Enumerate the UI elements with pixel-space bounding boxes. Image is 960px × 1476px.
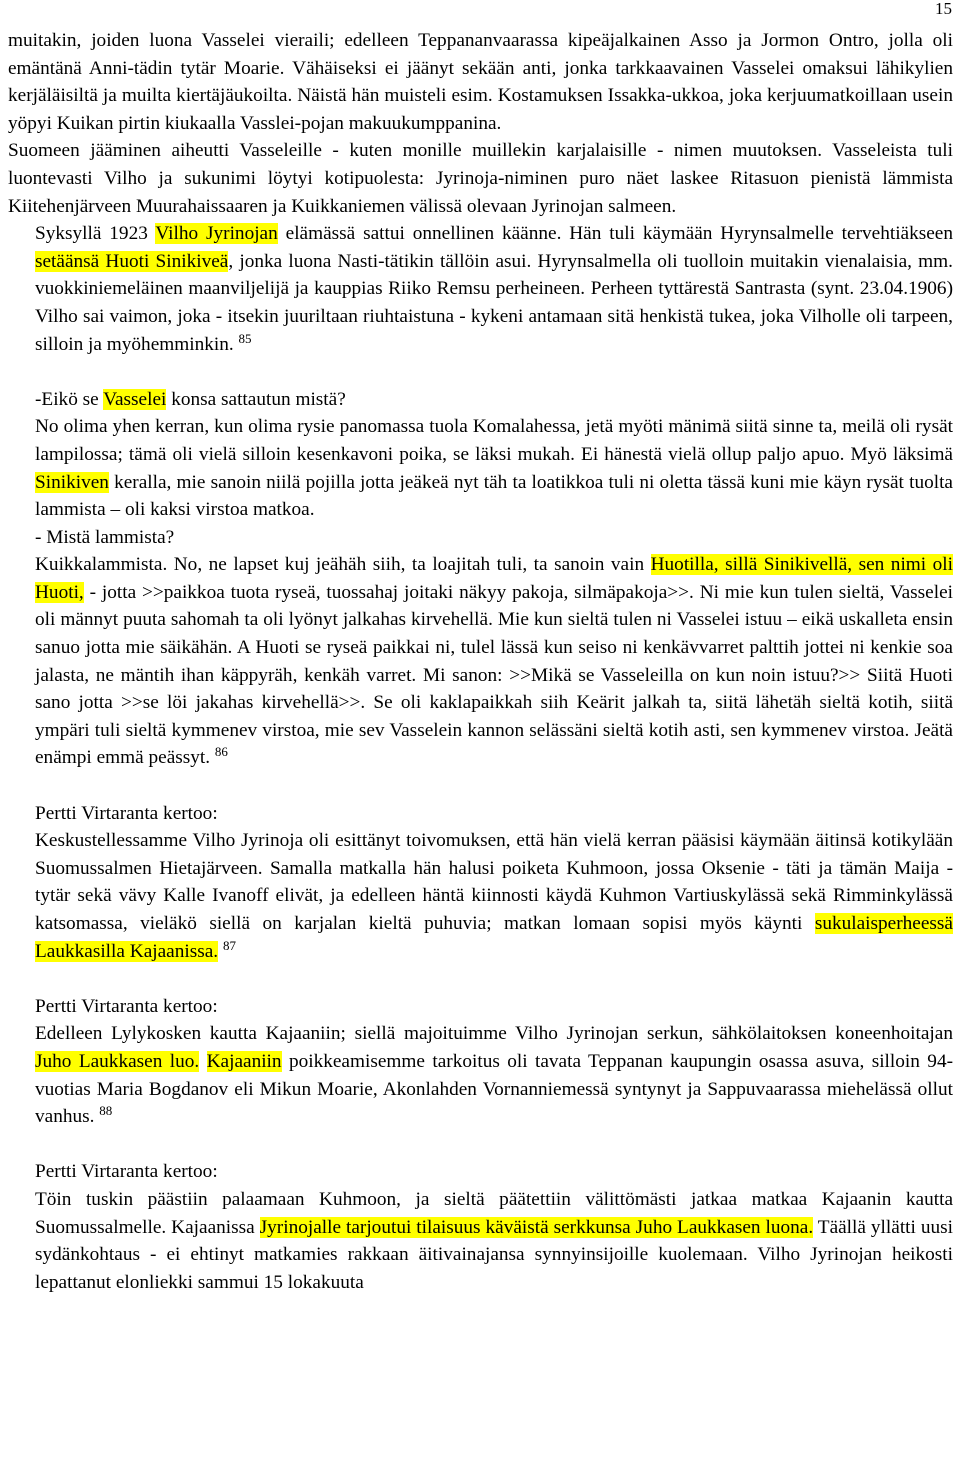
interview-answer: Kuikkalammista. No, ne lapset kuj jeähäh siih, ta loajitah tuli, ta sanoin vain Huotilla, sillä Sinikivellä, sen nimi oli Huoti, - jotta >>paikkoa tuota ryseä, tuossahaj joitaki näkyy pakoja, silmäpakoja>>. Ni mie kun tulen sieltä, Vasselei oli männyt puuta sahomah ta oli lyönyt jalkahas kirvehellä. Mie kun sieltä tulen ni Vasselei istuu – eikä uskalleta ensin sanuo jotta mie säikähän. A Huoti se ryseä paikkai ni, tulel lässä kun seiso ni kenkävvarret palttih jottei ni kenkie soa jalasta, ne mäntih ihan käppyräh, kenkäh varret. Mi sanon: >>Mikä se Vasseleilla on kun noin istuu?>> Siitä Huoti sano jotta >>se löi jakahas kirvehellä>>. Se oli kaklapaikkah siih Keärit jalkah ta, siitä lähetäh sieltä kotih, siitä ympäri tuli sieltä kymmenev virstoa, mie sev Vasselein kannon selässäni sieltä kotih asti, sen kymmenev virstoa. Jeätä enämpi emmä peässyt. $^{86}$ [35,554,953,769]
page-number: 15 [935,0,952,18]
paragraph-villagers: muitakin, joiden luona Vasselei vieraili; edelleen Teppananvaarassa kipeäjalkainen Asso ja Jormon Ontro, jolla oli emäntänä Anni-tädin tytär Moarie. Vähäiseksi ei jäänyt sekään anti, jonka tarkkaavainen Vasselei omaksui lähikylien kerjäläisiltä ja muilta kiertäjäukoilta. Näistä hän muisteli esim. Kostamuksen Issakka-ukkoa, joka kerjuumatkoillaan usein yöpyi Kuikan pirtin kiukaalla Vasslei-pojan makuukumppanina. [8,30,953,134]
spacer [8,772,953,800]
document-body [8,27,953,1296]
paragraph-turning-point: Syksyllä 1923 Vilho Jyrinojan elämässä sattui onnellinen käänne. Hän tuli käymään Hyrynsalmelle tervehtiäkseen setäänsä Huoti Sinikiveä, jonka luona Nasti-tätikin tällöin asui. Hyrynsalmella oli tuolloin muitakin vienalaisia, mm. vuokkiniemeläinen maanviljelijä ja kauppias Riiko Remsu perheineen. Perheen tyttärestä Santrasta (synt. 23.04.1906) Vilho sai vaimon, joka - itsekin juuriltaan riuhtaistuna - kykeni antamaan sitä henkistä tukea, joka Vilholle oli tarpeen, silloin ja myöhemminkin. $^{85}$ [35,223,954,355]
speaker-label: Pertti Virtaranta kertoo: [35,802,218,824]
highlight: Kajaaniin [206,1050,282,1072]
narrative-paragraph: Töin tuskin päästiin palaamaan Kuhmoon, ja sieltä päätettiin välittömästi jatkaa matkaa Kajaanin kautta Suomussalmelle. Kajaanissa Jyrinojalle tarjoutui tilaisuus käväistä serkkunsa Juho Laukkasen luona. Täällä yllätti uusi sydänkohtaus - ei ehtinyt matkamies rakkaan äitivainajansa synnyinsijoille kuolemaan. Vilho Jyrinojan heikosti lepattanut elonliekki sammui 15 lokakuuta [35,1188,953,1293]
speaker-label: Pertti Virtaranta kertoo: [35,995,218,1017]
highlight: Vilho Jyrinojan [155,223,278,245]
highlight: Huotilla, sillä Sinikivellä, sen nimi oli Huoti, [35,554,953,603]
interview-answer: No olima yhen kerran, kun olima rysie panomassa tuola Komalahessa, jetä myöti mänimä siitä sinne ta, meilä oli rysät lampilossa; tämä oli vielä silloin kesenkavoni poika, se läksi mukah. Ei hänestä vielä ollup paljo apuo. Myö läksimä Sinikiven keralla, mie sanoin niilä pojilla jotta jeäkeä nyt täh ta loatikkoa tuli ni oletta tässä kuni mie käyn rysät tuolta lammista – oli kaksi virstoa matkoa. [35,416,953,521]
interview-question: -Eikö se Vasselei konsa sattautun mistä? [35,388,346,410]
footnote-ref: 88 [99,1103,113,1119]
footnote-ref: 86 [214,744,228,760]
highlight: Jyrinojalle tarjoutui tilaisuus käväistä serkkunsa Juho Laukkasen luona. [259,1216,814,1238]
spacer [8,358,953,386]
spacer [8,1131,953,1159]
footnote-ref: 85 [238,330,252,346]
highlight: sukulaisperheessä Laukkasilla Kajaanissa. [35,913,953,962]
highlight: Sinikiven [35,471,109,493]
highlight: setäänsä Huoti Sinikiveä [35,250,229,272]
highlight: Vasselei [103,388,167,410]
footnote-ref: 87 [222,937,236,953]
spacer [8,965,953,993]
speaker-label: Pertti Virtaranta kertoo: [35,1161,218,1183]
narrative-paragraph: Keskustellessamme Vilho Jyrinoja oli esittänyt toivomuksen, että hän vielä kerran pääsisi käymään äitinsä kotikylään Suomussalmen Hietajärveen. Samalla matkalla hän halusi poiketa Kuhmoon, jossa Oksenie - täti ja tämän Maija - tytär sekä vävy Kalle Ivanoff elivät, ja edelleen häntä kiinnosti käydä Kuhmon Vartiuskylässä sekä Rimminkylässä katsomassa, vieläkö siellä on karjalan kieltä puhuvia; matkan lomaan sopisi myös käynti sukulaisperheessä Laukkasilla Kajaanissa. $^{87}$ [35,830,953,962]
interview-question: - Mistä lammista? [35,526,175,548]
narrative-paragraph: Edelleen Lylykosken kautta Kajaaniin; siellä majoituimme Vilho Jyrinojan serkun, sähkölaitoksen koneenhoitajan Juho Laukkasen luo. Kajaaniin poikkeamisemme tarkoitus oli tavata Teppanan kaupungin osassa asuva, silloin 94- vuotias Maria Bogdanov eli Mikun Moarie, Akonlahden Vornanniemessä syntynyt ja Sappuvaarassa miehelässä ollut vanhus. $^{88}$ [35,1023,954,1128]
highlight: Juho Laukkasen luo. [35,1050,200,1072]
paragraph-name-change: Suomeen jääminen aiheutti Vasseleille - kuten monille muillekin karjalaisille - nimen muutoksen. Vasseleista tuli luontevasti Vilho ja sukunimi löytyi kotipuolesta: Jyrinoja-niminen puro näet laskee Ritasuon pienistä lämmista Kiitehenjärveen Muurahaissaaren ja Kuikkaniemen välissä olevaan Jyrinojan salmeen. [8,140,953,217]
